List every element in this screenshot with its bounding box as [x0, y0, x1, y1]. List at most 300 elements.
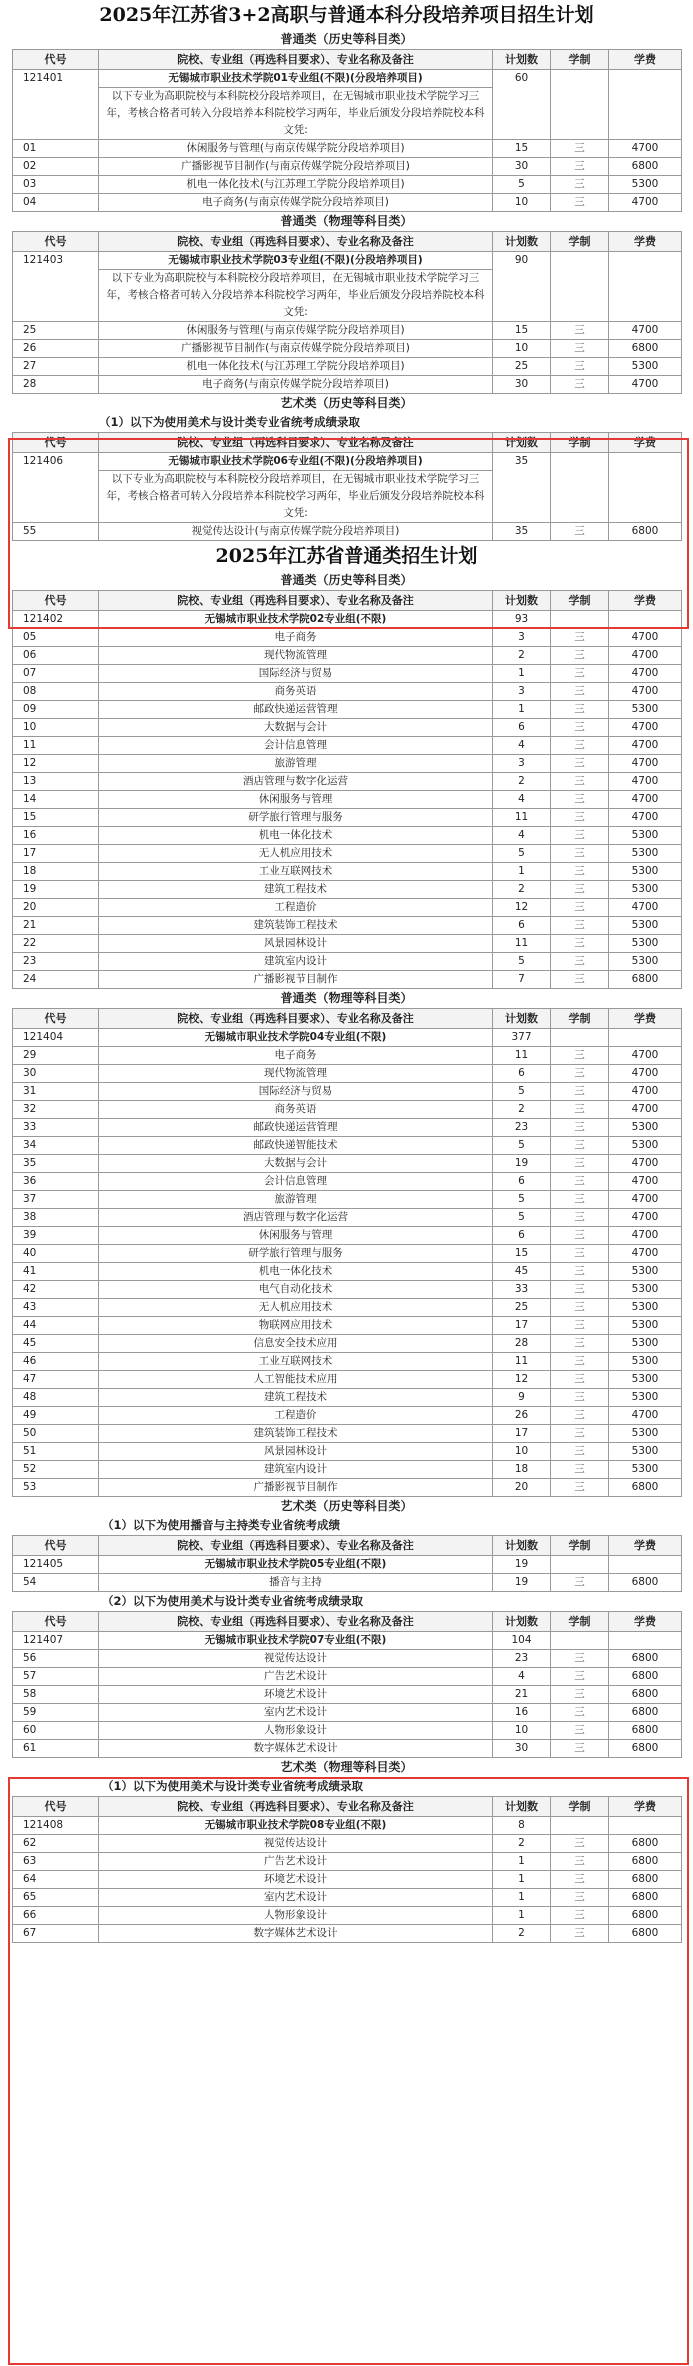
major-fee: 6800	[609, 1722, 682, 1740]
group-name: 无锡城市职业技术学院06专业组(不限)(分段培养项目)	[99, 453, 493, 471]
major-plan: 2	[493, 1925, 551, 1943]
group-code: 121405	[13, 1556, 99, 1574]
header-fee: 学费	[609, 50, 682, 70]
table-row	[13, 791, 682, 809]
table-row	[13, 1835, 682, 1853]
major-plan: 2	[493, 773, 551, 791]
plan-table	[12, 590, 682, 989]
major-code: 34	[13, 1137, 99, 1155]
table-row	[13, 647, 682, 665]
major-years: 三	[551, 1083, 609, 1101]
header-code: 代号	[13, 1536, 99, 1556]
major-years: 三	[551, 1479, 609, 1497]
major-plan: 11	[493, 1353, 551, 1371]
major-code: 67	[13, 1925, 99, 1943]
header-name: 院校、专业组（再选科目要求）、专业名称及备注	[99, 1009, 493, 1029]
major-name: 广播影视节目制作	[99, 971, 493, 989]
major-name: 机电一体化技术(与江苏理工学院分段培养项目)	[99, 176, 493, 194]
major-name: 环境艺术设计	[99, 1686, 493, 1704]
group-plan: 377	[493, 1029, 551, 1047]
major-name: 广告艺术设计	[99, 1853, 493, 1871]
major-years: 三	[551, 1686, 609, 1704]
major-years: 三	[551, 1407, 609, 1425]
major-code: 49	[13, 1407, 99, 1425]
table-row	[13, 1209, 682, 1227]
group-row	[13, 1817, 682, 1835]
major-years: 三	[551, 523, 609, 541]
major-name: 建筑室内设计	[99, 1461, 493, 1479]
major-plan: 45	[493, 1263, 551, 1281]
header-years: 学制	[551, 591, 609, 611]
major-years: 三	[551, 1155, 609, 1173]
major-plan: 3	[493, 683, 551, 701]
group-row	[13, 1029, 682, 1047]
group-name: 无锡城市职业技术学院05专业组(不限)	[99, 1556, 493, 1574]
major-code: 62	[13, 1835, 99, 1853]
major-plan: 2	[493, 1101, 551, 1119]
major-years: 三	[551, 701, 609, 719]
major-name: 工程造价	[99, 1407, 493, 1425]
table-row	[13, 1047, 682, 1065]
major-name: 室内艺术设计	[99, 1889, 493, 1907]
major-fee: 4700	[609, 683, 682, 701]
major-plan: 25	[493, 358, 551, 376]
major-years: 三	[551, 1389, 609, 1407]
group-row	[13, 611, 682, 629]
major-years: 三	[551, 1925, 609, 1943]
table-row	[13, 1686, 682, 1704]
group-plan: 60	[493, 70, 551, 140]
table-header-row	[13, 1612, 682, 1632]
major-name: 酒店管理与数字化运营	[99, 773, 493, 791]
major-fee: 5300	[609, 1389, 682, 1407]
table-row	[13, 1461, 682, 1479]
major-code: 57	[13, 1668, 99, 1686]
group-code: 121404	[13, 1029, 99, 1047]
major-code: 01	[13, 140, 99, 158]
table-header-row	[13, 433, 682, 453]
major-code: 29	[13, 1047, 99, 1065]
major-name: 电子商务(与南京传媒学院分段培养项目)	[99, 194, 493, 212]
major-code: 39	[13, 1227, 99, 1245]
major-name: 休闲服务与管理(与南京传媒学院分段培养项目)	[99, 322, 493, 340]
admission-note: （2）以下为使用美术与设计类专业省统考成绩录取	[102, 1594, 363, 1608]
group-name: 无锡城市职业技术学院08专业组(不限)	[99, 1817, 493, 1835]
group-code: 121401	[13, 70, 99, 140]
major-fee: 4700	[609, 376, 682, 394]
major-plan: 2	[493, 1835, 551, 1853]
table-row	[13, 1245, 682, 1263]
major-fee: 6800	[609, 1907, 682, 1925]
category-subtitle: 艺术类（历史等科目类）	[280, 396, 413, 410]
major-fee: 4700	[609, 629, 682, 647]
header-plan: 计划数	[493, 50, 551, 70]
major-fee: 4700	[609, 1191, 682, 1209]
major-code: 24	[13, 971, 99, 989]
table-row	[13, 523, 682, 541]
header-years: 学制	[551, 433, 609, 453]
major-code: 27	[13, 358, 99, 376]
table-row	[13, 1574, 682, 1592]
major-code: 20	[13, 899, 99, 917]
major-code: 48	[13, 1389, 99, 1407]
major-years: 三	[551, 194, 609, 212]
major-code: 53	[13, 1479, 99, 1497]
major-years: 三	[551, 1119, 609, 1137]
plan-table	[12, 432, 682, 541]
major-code: 15	[13, 809, 99, 827]
major-fee: 4700	[609, 194, 682, 212]
major-code: 46	[13, 1353, 99, 1371]
header-name: 院校、专业组（再选科目要求）、专业名称及备注	[99, 232, 493, 252]
major-years: 三	[551, 1317, 609, 1335]
major-name: 无人机应用技术	[99, 1299, 493, 1317]
table-row	[13, 1083, 682, 1101]
group-code: 121407	[13, 1632, 99, 1650]
major-code: 65	[13, 1889, 99, 1907]
group-name: 无锡城市职业技术学院04专业组(不限)	[99, 1029, 493, 1047]
major-plan: 17	[493, 1425, 551, 1443]
major-code: 06	[13, 647, 99, 665]
major-years: 三	[551, 1907, 609, 1925]
category-subtitle: 普通类（物理等科目类）	[280, 214, 413, 228]
major-plan: 2	[493, 647, 551, 665]
group-fee-empty	[609, 70, 682, 140]
group-fee-empty	[609, 1632, 682, 1650]
header-name: 院校、专业组（再选科目要求）、专业名称及备注	[99, 433, 493, 453]
major-years: 三	[551, 791, 609, 809]
major-years: 三	[551, 1722, 609, 1740]
major-plan: 12	[493, 899, 551, 917]
major-fee: 4700	[609, 791, 682, 809]
major-fee: 5300	[609, 845, 682, 863]
major-name: 邮政快递智能技术	[99, 1137, 493, 1155]
major-years: 三	[551, 899, 609, 917]
major-name: 广告艺术设计	[99, 1668, 493, 1686]
group-fee-empty	[609, 1029, 682, 1047]
major-fee: 5300	[609, 1371, 682, 1389]
table-row	[13, 827, 682, 845]
table-row	[13, 737, 682, 755]
major-name: 电气自动化技术	[99, 1281, 493, 1299]
major-plan: 21	[493, 1686, 551, 1704]
table-row	[13, 1389, 682, 1407]
major-years: 三	[551, 845, 609, 863]
major-code: 35	[13, 1155, 99, 1173]
major-code: 31	[13, 1083, 99, 1101]
major-years: 三	[551, 719, 609, 737]
major-fee: 6800	[609, 523, 682, 541]
major-fee: 4700	[609, 1155, 682, 1173]
major-plan: 12	[493, 1371, 551, 1389]
major-fee: 6800	[609, 1835, 682, 1853]
major-plan: 10	[493, 194, 551, 212]
group-plan: 104	[493, 1632, 551, 1650]
table-row	[13, 845, 682, 863]
major-name: 视觉传达设计(与南京传媒学院分段培养项目)	[99, 523, 493, 541]
major-fee: 4700	[609, 719, 682, 737]
table-row	[13, 176, 682, 194]
table-header-row	[13, 1797, 682, 1817]
major-years: 三	[551, 1299, 609, 1317]
major-name: 物联网应用技术	[99, 1317, 493, 1335]
header-fee: 学费	[609, 433, 682, 453]
major-years: 三	[551, 1853, 609, 1871]
group-years-empty	[551, 1632, 609, 1650]
major-years: 三	[551, 140, 609, 158]
major-years: 三	[551, 1353, 609, 1371]
major-code: 14	[13, 791, 99, 809]
table-row	[13, 1853, 682, 1871]
table-row	[13, 719, 682, 737]
major-fee: 6800	[609, 1925, 682, 1943]
major-name: 无人机应用技术	[99, 845, 493, 863]
major-plan: 4	[493, 791, 551, 809]
major-plan: 1	[493, 701, 551, 719]
major-fee: 4700	[609, 899, 682, 917]
major-plan: 30	[493, 1740, 551, 1758]
major-fee: 6800	[609, 1871, 682, 1889]
major-name: 建筑装饰工程技术	[99, 1425, 493, 1443]
major-code: 10	[13, 719, 99, 737]
major-plan: 4	[493, 737, 551, 755]
major-plan: 15	[493, 322, 551, 340]
major-plan: 1	[493, 863, 551, 881]
major-plan: 1	[493, 1889, 551, 1907]
group-plan: 8	[493, 1817, 551, 1835]
major-fee: 5300	[609, 1443, 682, 1461]
group-code: 121402	[13, 611, 99, 629]
major-fee: 6800	[609, 340, 682, 358]
table-row	[13, 1443, 682, 1461]
table-row	[13, 1650, 682, 1668]
major-years: 三	[551, 1443, 609, 1461]
major-fee: 6800	[609, 1650, 682, 1668]
major-fee: 5300	[609, 953, 682, 971]
major-name: 风景园林设计	[99, 1443, 493, 1461]
group-years-empty	[551, 1029, 609, 1047]
group-plan: 93	[493, 611, 551, 629]
major-code: 60	[13, 1722, 99, 1740]
header-code: 代号	[13, 1797, 99, 1817]
category-subtitle: 艺术类（物理等科目类）	[280, 1760, 413, 1774]
major-name: 邮政快递运营管理	[99, 1119, 493, 1137]
major-name: 会计信息管理	[99, 1173, 493, 1191]
major-name: 环境艺术设计	[99, 1871, 493, 1889]
major-code: 33	[13, 1119, 99, 1137]
major-plan: 16	[493, 1704, 551, 1722]
major-fee: 4700	[609, 809, 682, 827]
major-plan: 1	[493, 1907, 551, 1925]
table-row	[13, 1353, 682, 1371]
major-code: 63	[13, 1853, 99, 1871]
plan-table	[12, 1796, 682, 1943]
major-fee: 5300	[609, 1137, 682, 1155]
table-row	[13, 917, 682, 935]
table-row	[13, 140, 682, 158]
major-plan: 5	[493, 953, 551, 971]
major-plan: 9	[493, 1389, 551, 1407]
table-row	[13, 1722, 682, 1740]
group-row	[13, 252, 682, 270]
major-fee: 5300	[609, 1317, 682, 1335]
major-fee: 6800	[609, 971, 682, 989]
major-code: 54	[13, 1574, 99, 1592]
major-plan: 5	[493, 176, 551, 194]
major-plan: 1	[493, 665, 551, 683]
admission-note: （1）以下为使用美术与设计类专业省统考成绩录取	[99, 415, 360, 429]
major-fee: 6800	[609, 1668, 682, 1686]
table-row	[13, 1479, 682, 1497]
table-row	[13, 1299, 682, 1317]
major-code: 17	[13, 845, 99, 863]
major-fee: 5300	[609, 1299, 682, 1317]
major-name: 大数据与会计	[99, 1155, 493, 1173]
table-row	[13, 1371, 682, 1389]
major-code: 40	[13, 1245, 99, 1263]
major-years: 三	[551, 1245, 609, 1263]
major-name: 广播影视节目制作(与南京传媒学院分段培养项目)	[99, 158, 493, 176]
major-name: 数字媒体艺术设计	[99, 1925, 493, 1943]
major-name: 休闲服务与管理	[99, 791, 493, 809]
major-fee: 4700	[609, 1083, 682, 1101]
major-plan: 15	[493, 1245, 551, 1263]
table-row	[13, 953, 682, 971]
plan-table	[12, 49, 682, 212]
group-years-empty	[551, 1556, 609, 1574]
major-years: 三	[551, 1281, 609, 1299]
table-row	[13, 340, 682, 358]
header-name: 院校、专业组（再选科目要求）、专业名称及备注	[99, 1536, 493, 1556]
table-row	[13, 376, 682, 394]
major-fee: 5300	[609, 1425, 682, 1443]
major-plan: 15	[493, 140, 551, 158]
major-fee: 6800	[609, 1479, 682, 1497]
table-header-row	[13, 1536, 682, 1556]
major-fee: 4700	[609, 140, 682, 158]
major-plan: 6	[493, 917, 551, 935]
major-name: 电子商务	[99, 629, 493, 647]
header-years: 学制	[551, 232, 609, 252]
header-years: 学制	[551, 1612, 609, 1632]
major-fee: 5300	[609, 1461, 682, 1479]
table-header-row	[13, 50, 682, 70]
major-plan: 30	[493, 158, 551, 176]
table-row	[13, 1889, 682, 1907]
major-code: 28	[13, 376, 99, 394]
table-row	[13, 629, 682, 647]
major-fee: 4700	[609, 1209, 682, 1227]
major-plan: 25	[493, 1299, 551, 1317]
major-code: 36	[13, 1173, 99, 1191]
section-title: 2025年江苏省3+2高职与普通本科分段培养项目招生计划	[99, 4, 594, 26]
table-row	[13, 1317, 682, 1335]
table-row	[13, 1871, 682, 1889]
major-years: 三	[551, 1173, 609, 1191]
table-row	[13, 683, 682, 701]
group-plan: 90	[493, 252, 551, 322]
table-row	[13, 1740, 682, 1758]
major-name: 工程造价	[99, 899, 493, 917]
major-plan: 4	[493, 827, 551, 845]
major-code: 38	[13, 1209, 99, 1227]
header-plan: 计划数	[493, 1536, 551, 1556]
group-description: 以下专业为高职院校与本科院校分段培养项目，在无锡城市职业技术学院学习三年，考核合格者可转入分段培养本科院校学习两年，毕业后颁发分段培养院校本科文凭:	[99, 270, 493, 322]
major-plan: 26	[493, 1407, 551, 1425]
major-years: 三	[551, 1191, 609, 1209]
major-name: 国际经济与贸易	[99, 1083, 493, 1101]
table-row	[13, 773, 682, 791]
major-code: 32	[13, 1101, 99, 1119]
plan-table	[12, 1611, 682, 1758]
major-name: 建筑工程技术	[99, 881, 493, 899]
major-code: 59	[13, 1704, 99, 1722]
major-plan: 23	[493, 1119, 551, 1137]
major-plan: 3	[493, 755, 551, 773]
table-row	[13, 1119, 682, 1137]
group-code: 121408	[13, 1817, 99, 1835]
major-code: 37	[13, 1191, 99, 1209]
major-code: 25	[13, 322, 99, 340]
admission-note: （1）以下为使用美术与设计类专业省统考成绩录取	[102, 1779, 363, 1793]
major-name: 数字媒体艺术设计	[99, 1740, 493, 1758]
table-row	[13, 1668, 682, 1686]
major-fee: 5300	[609, 881, 682, 899]
major-fee: 6800	[609, 1574, 682, 1592]
major-code: 04	[13, 194, 99, 212]
group-years-empty	[551, 1817, 609, 1835]
table-row	[13, 755, 682, 773]
major-plan: 10	[493, 1722, 551, 1740]
major-plan: 6	[493, 719, 551, 737]
major-plan: 5	[493, 1209, 551, 1227]
header-plan: 计划数	[493, 1797, 551, 1817]
major-code: 18	[13, 863, 99, 881]
major-fee: 4700	[609, 755, 682, 773]
header-plan: 计划数	[493, 591, 551, 611]
major-code: 58	[13, 1686, 99, 1704]
group-name: 无锡城市职业技术学院01专业组(不限)(分段培养项目)	[99, 70, 493, 88]
section-title: 2025年江苏省普通类招生计划	[215, 545, 478, 567]
major-code: 61	[13, 1740, 99, 1758]
major-years: 三	[551, 1263, 609, 1281]
major-plan: 6	[493, 1173, 551, 1191]
plan-table	[12, 231, 682, 394]
major-fee: 5300	[609, 1353, 682, 1371]
group-name: 无锡城市职业技术学院07专业组(不限)	[99, 1632, 493, 1650]
header-plan: 计划数	[493, 433, 551, 453]
major-years: 三	[551, 647, 609, 665]
group-row	[13, 453, 682, 471]
header-name: 院校、专业组（再选科目要求）、专业名称及备注	[99, 50, 493, 70]
major-name: 商务英语	[99, 1101, 493, 1119]
major-years: 三	[551, 158, 609, 176]
major-fee: 5300	[609, 701, 682, 719]
major-code: 22	[13, 935, 99, 953]
major-name: 信息安全技术应用	[99, 1335, 493, 1353]
major-plan: 5	[493, 1137, 551, 1155]
major-code: 09	[13, 701, 99, 719]
major-plan: 35	[493, 523, 551, 541]
major-name: 广播影视节目制作	[99, 1479, 493, 1497]
group-code: 121406	[13, 453, 99, 523]
major-code: 56	[13, 1650, 99, 1668]
major-fee: 6800	[609, 158, 682, 176]
major-fee: 6800	[609, 1853, 682, 1871]
major-fee: 5300	[609, 176, 682, 194]
major-plan: 33	[493, 1281, 551, 1299]
major-code: 45	[13, 1335, 99, 1353]
